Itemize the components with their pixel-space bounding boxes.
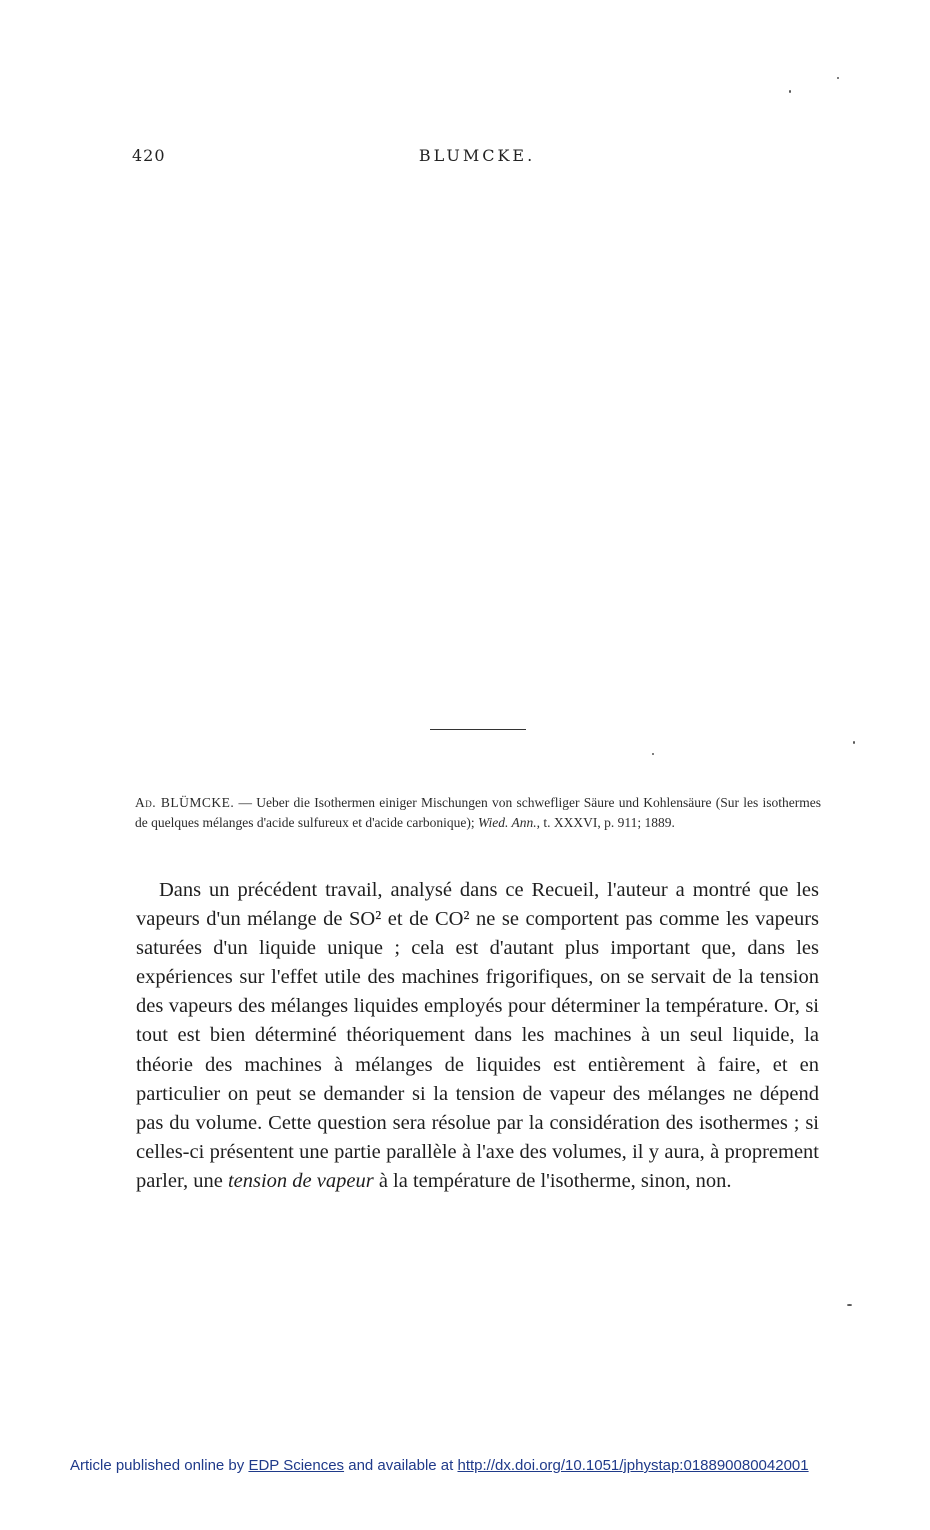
body-text-main: Dans un précédent travail, analysé dans ce Recueil, l'auteur a montré que les vapeurs d'un mélange de SO² et de CO² ne se comportent pas comme les vapeurs saturées d'un liquide unique ; cela est d'autant plus important que, dans les expériences sur l'effet utile des machines frigorifiques, on se servait de la tension des vapeurs des mélanges liquides employés pour déterminer la température. Or, si tout est bien déterminé théoriquement dans les machines à un seul liquide, la théorie des machines à mélanges de liquides est entièrement à faire, et en particulier on peut se demander si la tension de vapeur des mélanges ne dépend pas du volume. Cette question sera résolue par la considération des isothermes ; si celles-ci présentent une partie parallèle à l'axe des volumes, il y aura, à proprement parler, une [136, 879, 819, 1192]
scan-speck [847, 1304, 852, 1306]
scan-speck [853, 741, 855, 744]
page-number: 420 [132, 146, 166, 165]
running-head: BLUMCKE. [418, 146, 536, 165]
footer-prefix: Article published online by [70, 1457, 249, 1474]
article-body [136, 876, 819, 1196]
body-text-end: à la température de l'isotherme, sinon, non. [373, 1169, 732, 1192]
article-citation [135, 793, 821, 833]
publisher-link[interactable]: EDP Sciences [248, 1457, 345, 1474]
doi-link[interactable]: http://dx.doi.org/10.1051/jphystap:018890080042001 [457, 1457, 809, 1474]
footer-middle: and available at [344, 1457, 458, 1474]
section-separator [430, 729, 526, 730]
citation-reference: , t. XXXVI, p. 911; 1889. [536, 815, 675, 830]
publication-footer [70, 1457, 890, 1474]
citation-author: Ad. BLÜMCKE. [135, 795, 235, 810]
body-paragraph [136, 876, 819, 1196]
citation-title-german: Ueber die Isothermen einiger Mischungen von schwefliger Säure und Kohlensäure [256, 795, 712, 810]
page-header [132, 146, 822, 170]
scan-speck [789, 90, 791, 93]
scan-speck [652, 753, 654, 755]
citation-dash: — [234, 795, 257, 810]
citation-journal: Wied. Ann. [477, 815, 537, 830]
body-emphasis: tension de vapeur [227, 1169, 374, 1192]
scan-speck [837, 77, 839, 79]
citation-title-french: (Sur les isothermes de quelques mélanges d'acide sulfureux et d'acide carbonique); [135, 795, 821, 830]
